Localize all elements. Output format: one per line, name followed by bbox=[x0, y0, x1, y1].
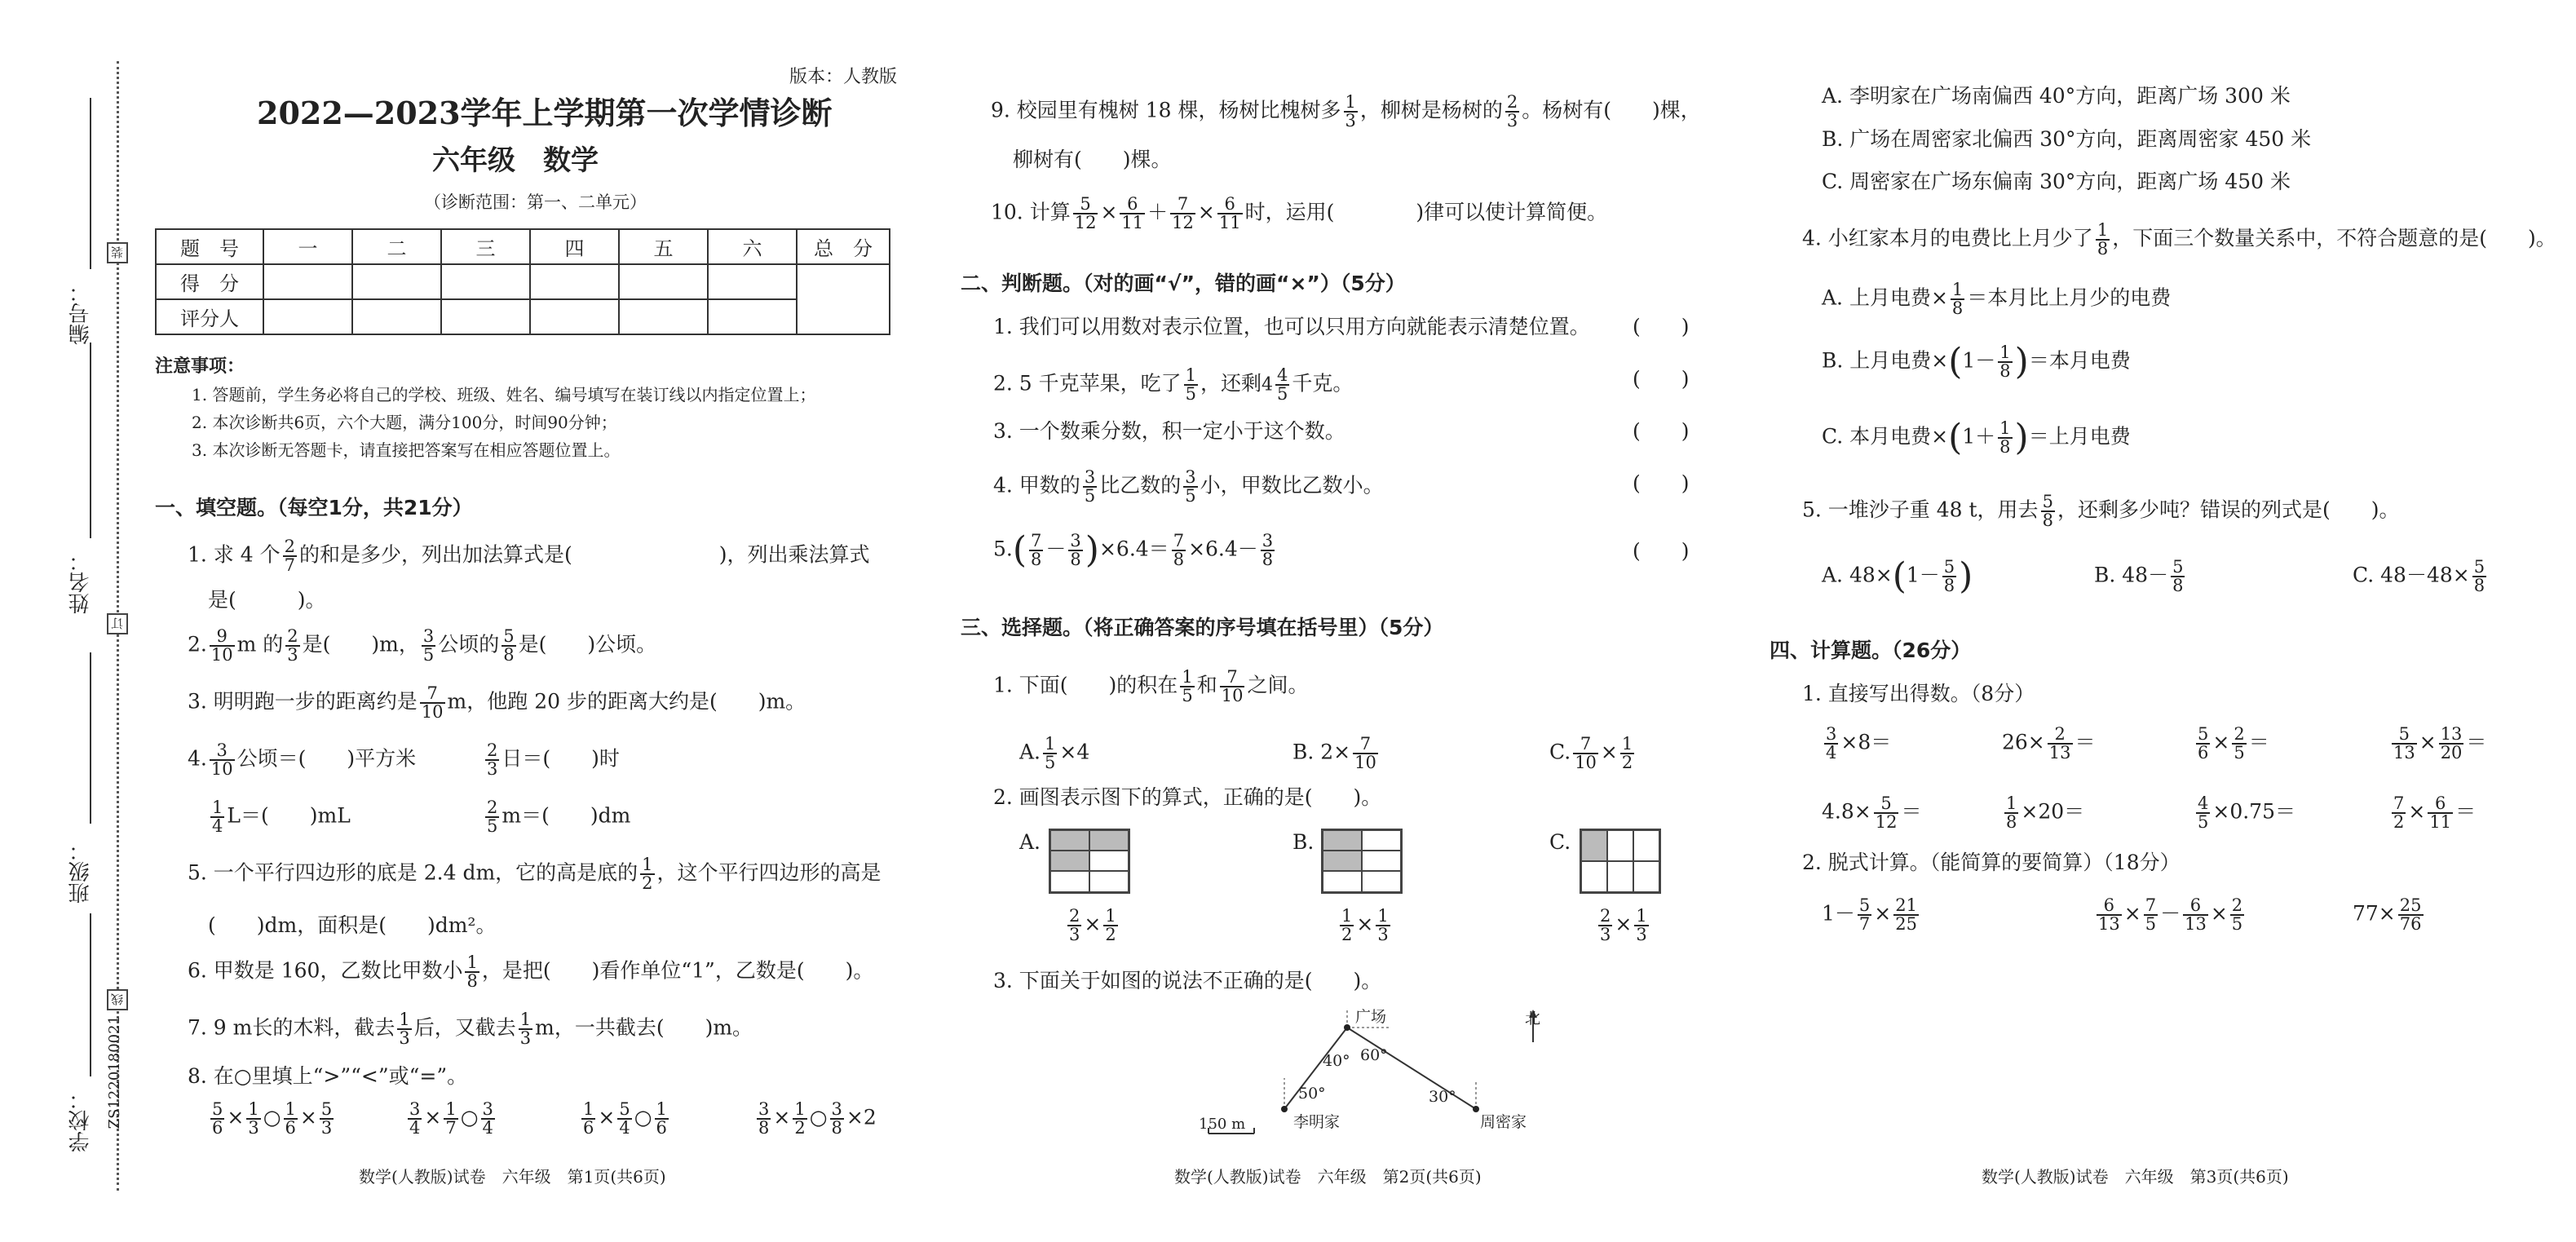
choice-4-option-a: A. 上月电费× $\frac{1}{8}$ ＝本月比上月少的电费 bbox=[1822, 280, 2172, 318]
calc-item: $\frac{7}{2}$ × $\frac{6}{11}$ ＝ bbox=[2393, 793, 2477, 832]
grader-cell[interactable] bbox=[708, 299, 797, 334]
notes-title: 注意事项： bbox=[155, 356, 245, 377]
question-2: 2. $\frac{9}{10}$ m 的 $\frac{2}{3}$ 是( )m， $\frac{3}{5}$ 公顷的 $\frac{5}{8}$ 是( )公顷。 bbox=[188, 626, 657, 665]
choice-1-option-c: C. $\frac{7}{10}$ × $\frac{1}{2}$ bbox=[1549, 734, 1633, 772]
calc-item: $\frac{5}{6}$ × $\frac{2}{5}$ ＝ bbox=[2198, 724, 2269, 762]
map-label-plaza: 广场 bbox=[1355, 1008, 1387, 1026]
table-header-cell: 六 bbox=[708, 229, 797, 264]
fill-line bbox=[90, 913, 91, 1076]
paper-code: ZS1220180021 bbox=[106, 1015, 123, 1129]
choice-3: 3. 下面关于如图的说法不正确的是( )。 bbox=[993, 969, 1382, 992]
question-4d: $\frac{2}{5}$ m＝( )dm bbox=[487, 798, 631, 836]
score-table bbox=[155, 228, 890, 335]
choice-1-option-a: A. $\frac{1}{5}$ ×4 bbox=[1019, 734, 1090, 772]
map-scale-label: 150 m bbox=[1199, 1116, 1246, 1133]
compare-item: $\frac{1}{6}$ × $\frac{5}{4}$ ○ $\frac{1}{6}$ bbox=[583, 1099, 667, 1138]
choice-4-option-b: B. 上月电费×(1－ $\frac{1}{8}$ )＝本月电费 bbox=[1822, 341, 2131, 382]
choice-2-label-b: B. bbox=[1292, 830, 1315, 854]
question-5-cont: ( )dm，面积是( )dm²。 bbox=[208, 913, 497, 937]
calc-step-item: 77× $\frac{25}{76}$ bbox=[2353, 895, 2422, 934]
score-cell[interactable] bbox=[619, 264, 708, 299]
answer-bracket[interactable]: ( ) bbox=[1633, 539, 1690, 563]
page-footer: 数学(人教版)试卷 六年级 第2页(共6页) bbox=[1174, 1167, 1482, 1187]
section-title-calc: 四、计算题。（26分） bbox=[1770, 639, 1972, 662]
section-title-fill-blank: 一、填空题。（每空1分，共21分） bbox=[155, 496, 473, 519]
fill-line bbox=[90, 343, 91, 538]
judge-2: 2. 5 千克苹果，吃了 $\frac{1}{5}$ ，还剩4 $\frac{4}{5}$ 千克。 bbox=[993, 365, 1354, 404]
score-cell[interactable] bbox=[352, 264, 441, 299]
question-4b: $\frac{2}{3}$ 日＝( )时 bbox=[487, 740, 620, 779]
choice-1: 1. 下面( )的积在 $\frac{1}{5}$ 和 $\frac{7}{10}$ 之间。 bbox=[993, 667, 1309, 705]
map-angle: 50° bbox=[1298, 1085, 1326, 1103]
question-5: 5. 一个平行四边形的底是 2.4 dm，它的高是底的 $\frac{1}{2}$ ，这个平行四边形的高是 bbox=[188, 855, 881, 893]
answer-bracket[interactable]: ( ) bbox=[1633, 471, 1690, 495]
table-row-label: 评分人 bbox=[156, 299, 263, 334]
calc-step-item: 1－ $\frac{5}{7}$ × $\frac{21}{25}$ bbox=[1822, 895, 1917, 934]
table-header-cell: 五 bbox=[619, 229, 708, 264]
table-row-label: 得 分 bbox=[156, 264, 263, 299]
exam-title: 2022—2023学年上学期第一次学情诊断 bbox=[257, 95, 833, 131]
map-angle: 30° bbox=[1429, 1088, 1456, 1106]
question-10: 10. 计算 $\frac{5}{12}$ × $\frac{6}{11}$ ＋ $\frac{7}{12}$ × $\frac{6}{11}$ 时，运用( )律可以使计算简便。 bbox=[991, 194, 1608, 232]
compare-item: $\frac{5}{6}$ × $\frac{1}{3}$ ○ $\frac{1}{6}$ × $\frac{5}{3}$ bbox=[212, 1099, 333, 1138]
choice-5-option-b: B. 48－ $\frac{5}{8}$ bbox=[2094, 557, 2184, 595]
table-header-cell: 二 bbox=[352, 229, 441, 264]
fraction: $\frac{2}{7}$ bbox=[284, 537, 295, 575]
choice-5-option-c: C. 48－48× $\frac{5}{8}$ bbox=[2353, 557, 2485, 595]
judge-3: 3. 一个数乘分数，积一定小于这个数。 bbox=[993, 419, 1345, 443]
total-score-cell[interactable] bbox=[797, 264, 890, 334]
map-label-north: 北 bbox=[1525, 1010, 1541, 1028]
answer-bracket[interactable]: ( ) bbox=[1633, 367, 1690, 391]
margin-label-class: 班级： bbox=[68, 840, 93, 904]
question-7: 7. 9 m长的木料，截去 $\frac{1}{3}$ 后，又截去 $\frac{1}{3}$ m，一共截去( )m。 bbox=[188, 1010, 753, 1048]
exam-scope: （诊断范围：第一、二单元） bbox=[424, 192, 647, 212]
cut-mark: 装 bbox=[107, 242, 128, 263]
compare-item: $\frac{3}{4}$ × $\frac{1}{7}$ ○ $\frac{3}{4}$ bbox=[409, 1099, 493, 1138]
table-header-cell: 题 号 bbox=[156, 229, 263, 264]
question-9: 9. 校园里有槐树 18 棵，杨树比槐树多 $\frac{1}{3}$ ，柳树是杨树的 $\frac{2}{3}$ 。杨树有( )棵， bbox=[991, 92, 1701, 130]
question-1-cont: 是( )。 bbox=[208, 588, 326, 612]
grid-formula-b: $\frac{1}{2}$ × $\frac{1}{3}$ bbox=[1341, 906, 1389, 944]
calc-2: 2. 脱式计算。（能简算的要简算）（18分） bbox=[1802, 851, 2181, 874]
note-item: 3. 本次诊断无答题卡，请直接把答案写在相应答题位置上。 bbox=[192, 440, 621, 460]
route-plaza-zhou bbox=[1347, 1028, 1476, 1109]
grader-cell[interactable] bbox=[263, 299, 352, 334]
calc-item: 4.8× $\frac{5}{12}$ ＝ bbox=[1822, 793, 1922, 832]
page-footer: 数学(人教版)试卷 六年级 第1页(共6页) bbox=[359, 1167, 666, 1187]
margin-label-school: 学校： bbox=[68, 1089, 93, 1152]
judge-5: 5.( $\frac{7}{8}$ － $\frac{3}{8}$ )×6.4＝ $\frac{7}{8}$ ×6.4－ $\frac{3}{8}$ bbox=[993, 529, 1274, 571]
answer-bracket[interactable]: ( ) bbox=[1633, 315, 1690, 338]
calc-item: $\frac{4}{5}$ ×0.75＝ bbox=[2198, 793, 2295, 832]
fraction-grid-a bbox=[1049, 829, 1130, 894]
question-9-cont: 柳树有( )棵。 bbox=[1013, 148, 1172, 171]
choice-3-option-b: B. 广场在周密家北偏西 30°方向，距离周密家 450 米 bbox=[1822, 127, 2312, 151]
grader-cell[interactable] bbox=[441, 299, 530, 334]
choice-3-option-c: C. 周密家在广场东偏南 30°方向，距离广场 450 米 bbox=[1822, 170, 2291, 193]
judge-4: 4. 甲数的 $\frac{3}{5}$ 比乙数的 $\frac{3}{5}$ 小，甲数比乙数小。 bbox=[993, 467, 1384, 506]
score-cell[interactable] bbox=[263, 264, 352, 299]
table-header-cell: 三 bbox=[441, 229, 530, 264]
score-cell[interactable] bbox=[530, 264, 619, 299]
calc-step-item: $\frac{6}{13}$ × $\frac{7}{5}$ － $\frac{6}{13}$ × $\frac{2}{5}$ bbox=[2098, 895, 2243, 934]
note-item: 1. 答题前，学生务必将自己的学校、班级、姓名、编号填写在装订线以内指定位置上； bbox=[192, 385, 816, 404]
choice-3-option-a: A. 李明家在广场南偏西 40°方向，距离广场 300 米 bbox=[1822, 84, 2291, 108]
choice-4-option-c: C. 本月电费×(1＋ $\frac{1}{8}$ )＝上月电费 bbox=[1822, 417, 2131, 458]
cut-mark: 订 bbox=[107, 613, 128, 634]
calc-item: $\frac{3}{4}$ ×8＝ bbox=[1826, 724, 1892, 762]
question-4c: $\frac{1}{4}$ L＝( )mL bbox=[212, 798, 351, 836]
score-cell[interactable] bbox=[441, 264, 530, 299]
choice-2: 2. 画图表示图下的算式，正确的是( )。 bbox=[993, 785, 1382, 809]
score-cell[interactable] bbox=[708, 264, 797, 299]
question-3: 3. 明明跑一步的距离约是 $\frac{7}{10}$ m，他跑 20 步的距离大约是( )m。 bbox=[188, 683, 806, 722]
choice-2-label-a: A. bbox=[1019, 830, 1041, 854]
choice-4: 4. 小红家本月的电费比上月少了 $\frac{1}{8}$ ，下面三个数量关系中，不符合题意的是( )。 bbox=[1802, 220, 2556, 259]
question-1: 1. 求 4 个 $\frac{2}{7}$ 的和是多少，列出加法算式是( )，列出乘法算式 bbox=[188, 537, 870, 575]
map-angle: 60° bbox=[1360, 1046, 1388, 1064]
fill-line bbox=[90, 98, 91, 269]
map-label-zhou: 周密家 bbox=[1480, 1113, 1527, 1131]
grader-cell[interactable] bbox=[530, 299, 619, 334]
calc-1: 1. 直接写出得数。（8分） bbox=[1802, 682, 2035, 705]
calc-item: $\frac{5}{13}$ × $\frac{13}{20}$ ＝ bbox=[2393, 724, 2487, 762]
exam-subtitle: 六年级 数学 bbox=[432, 144, 599, 177]
choice-1-option-b: B. 2× $\frac{7}{10}$ bbox=[1292, 734, 1376, 772]
edition-label: 版本：人教版 bbox=[789, 67, 898, 87]
map-angle: 40° bbox=[1323, 1052, 1350, 1070]
grader-cell[interactable] bbox=[352, 299, 441, 334]
compare-item: $\frac{3}{8}$ × $\frac{1}{2}$ ○ $\frac{3}{8}$ ×2 bbox=[758, 1099, 877, 1138]
table-header-cell: 一 bbox=[263, 229, 352, 264]
page-footer: 数学(人教版)试卷 六年级 第3页(共6页) bbox=[1982, 1167, 2289, 1187]
question-6: 6. 甲数是 160，乙数比甲数小 $\frac{1}{8}$ ，是把( )看作单位“1”，乙数是( )。 bbox=[188, 952, 874, 991]
judge-1: 1. 我们可以用数对表示位置，也可以只用方向就能表示清楚位置。 bbox=[993, 315, 1590, 338]
choice-5: 5. 一堆沙子重 48 t，用去 $\frac{5}{8}$ ，还剩多少吨？错误的列式是( )。 bbox=[1802, 492, 2400, 530]
table-header-cell: 四 bbox=[530, 229, 619, 264]
section-title-judge: 二、判断题。（对的画“√”，错的画“×”）（5分） bbox=[961, 272, 1406, 295]
question-4a: 4. $\frac{3}{10}$ 公顷＝( )平方米 bbox=[188, 740, 417, 779]
map-label-li: 李明家 bbox=[1293, 1113, 1341, 1131]
fraction-grid-c bbox=[1580, 829, 1661, 894]
grader-cell[interactable] bbox=[619, 299, 708, 334]
answer-bracket[interactable]: ( ) bbox=[1633, 419, 1690, 443]
table-header-cell: 总 分 bbox=[797, 229, 890, 264]
note-item: 2. 本次诊断共6页，六个大题，满分100分，时间90分钟； bbox=[192, 413, 617, 432]
question-8: 8. 在○里填上“>”“<”或“=”。 bbox=[188, 1064, 468, 1088]
choice-5-option-a: A. 48×(1－ $\frac{5}{8}$ ) bbox=[1822, 555, 1973, 597]
margin-label-name: 姓名： bbox=[68, 550, 93, 614]
grid-formula-a: $\frac{2}{3}$ × $\frac{1}{2}$ bbox=[1069, 906, 1116, 944]
calc-item: $\frac{1}{8}$ ×20＝ bbox=[2006, 793, 2085, 832]
calc-item: 26× $\frac{2}{13}$ ＝ bbox=[2002, 724, 2096, 762]
choice-2-label-c: C. bbox=[1549, 830, 1571, 854]
section-title-choice: 三、选择题。（将正确答案的序号填在括号里）（5分） bbox=[961, 616, 1444, 639]
margin-label-number: 编号： bbox=[68, 281, 93, 345]
fraction-grid-b bbox=[1321, 829, 1403, 894]
grid-formula-c: $\frac{2}{3}$ × $\frac{1}{3}$ bbox=[1600, 906, 1647, 944]
fill-line bbox=[90, 652, 91, 824]
cut-mark: 线 bbox=[107, 989, 128, 1010]
